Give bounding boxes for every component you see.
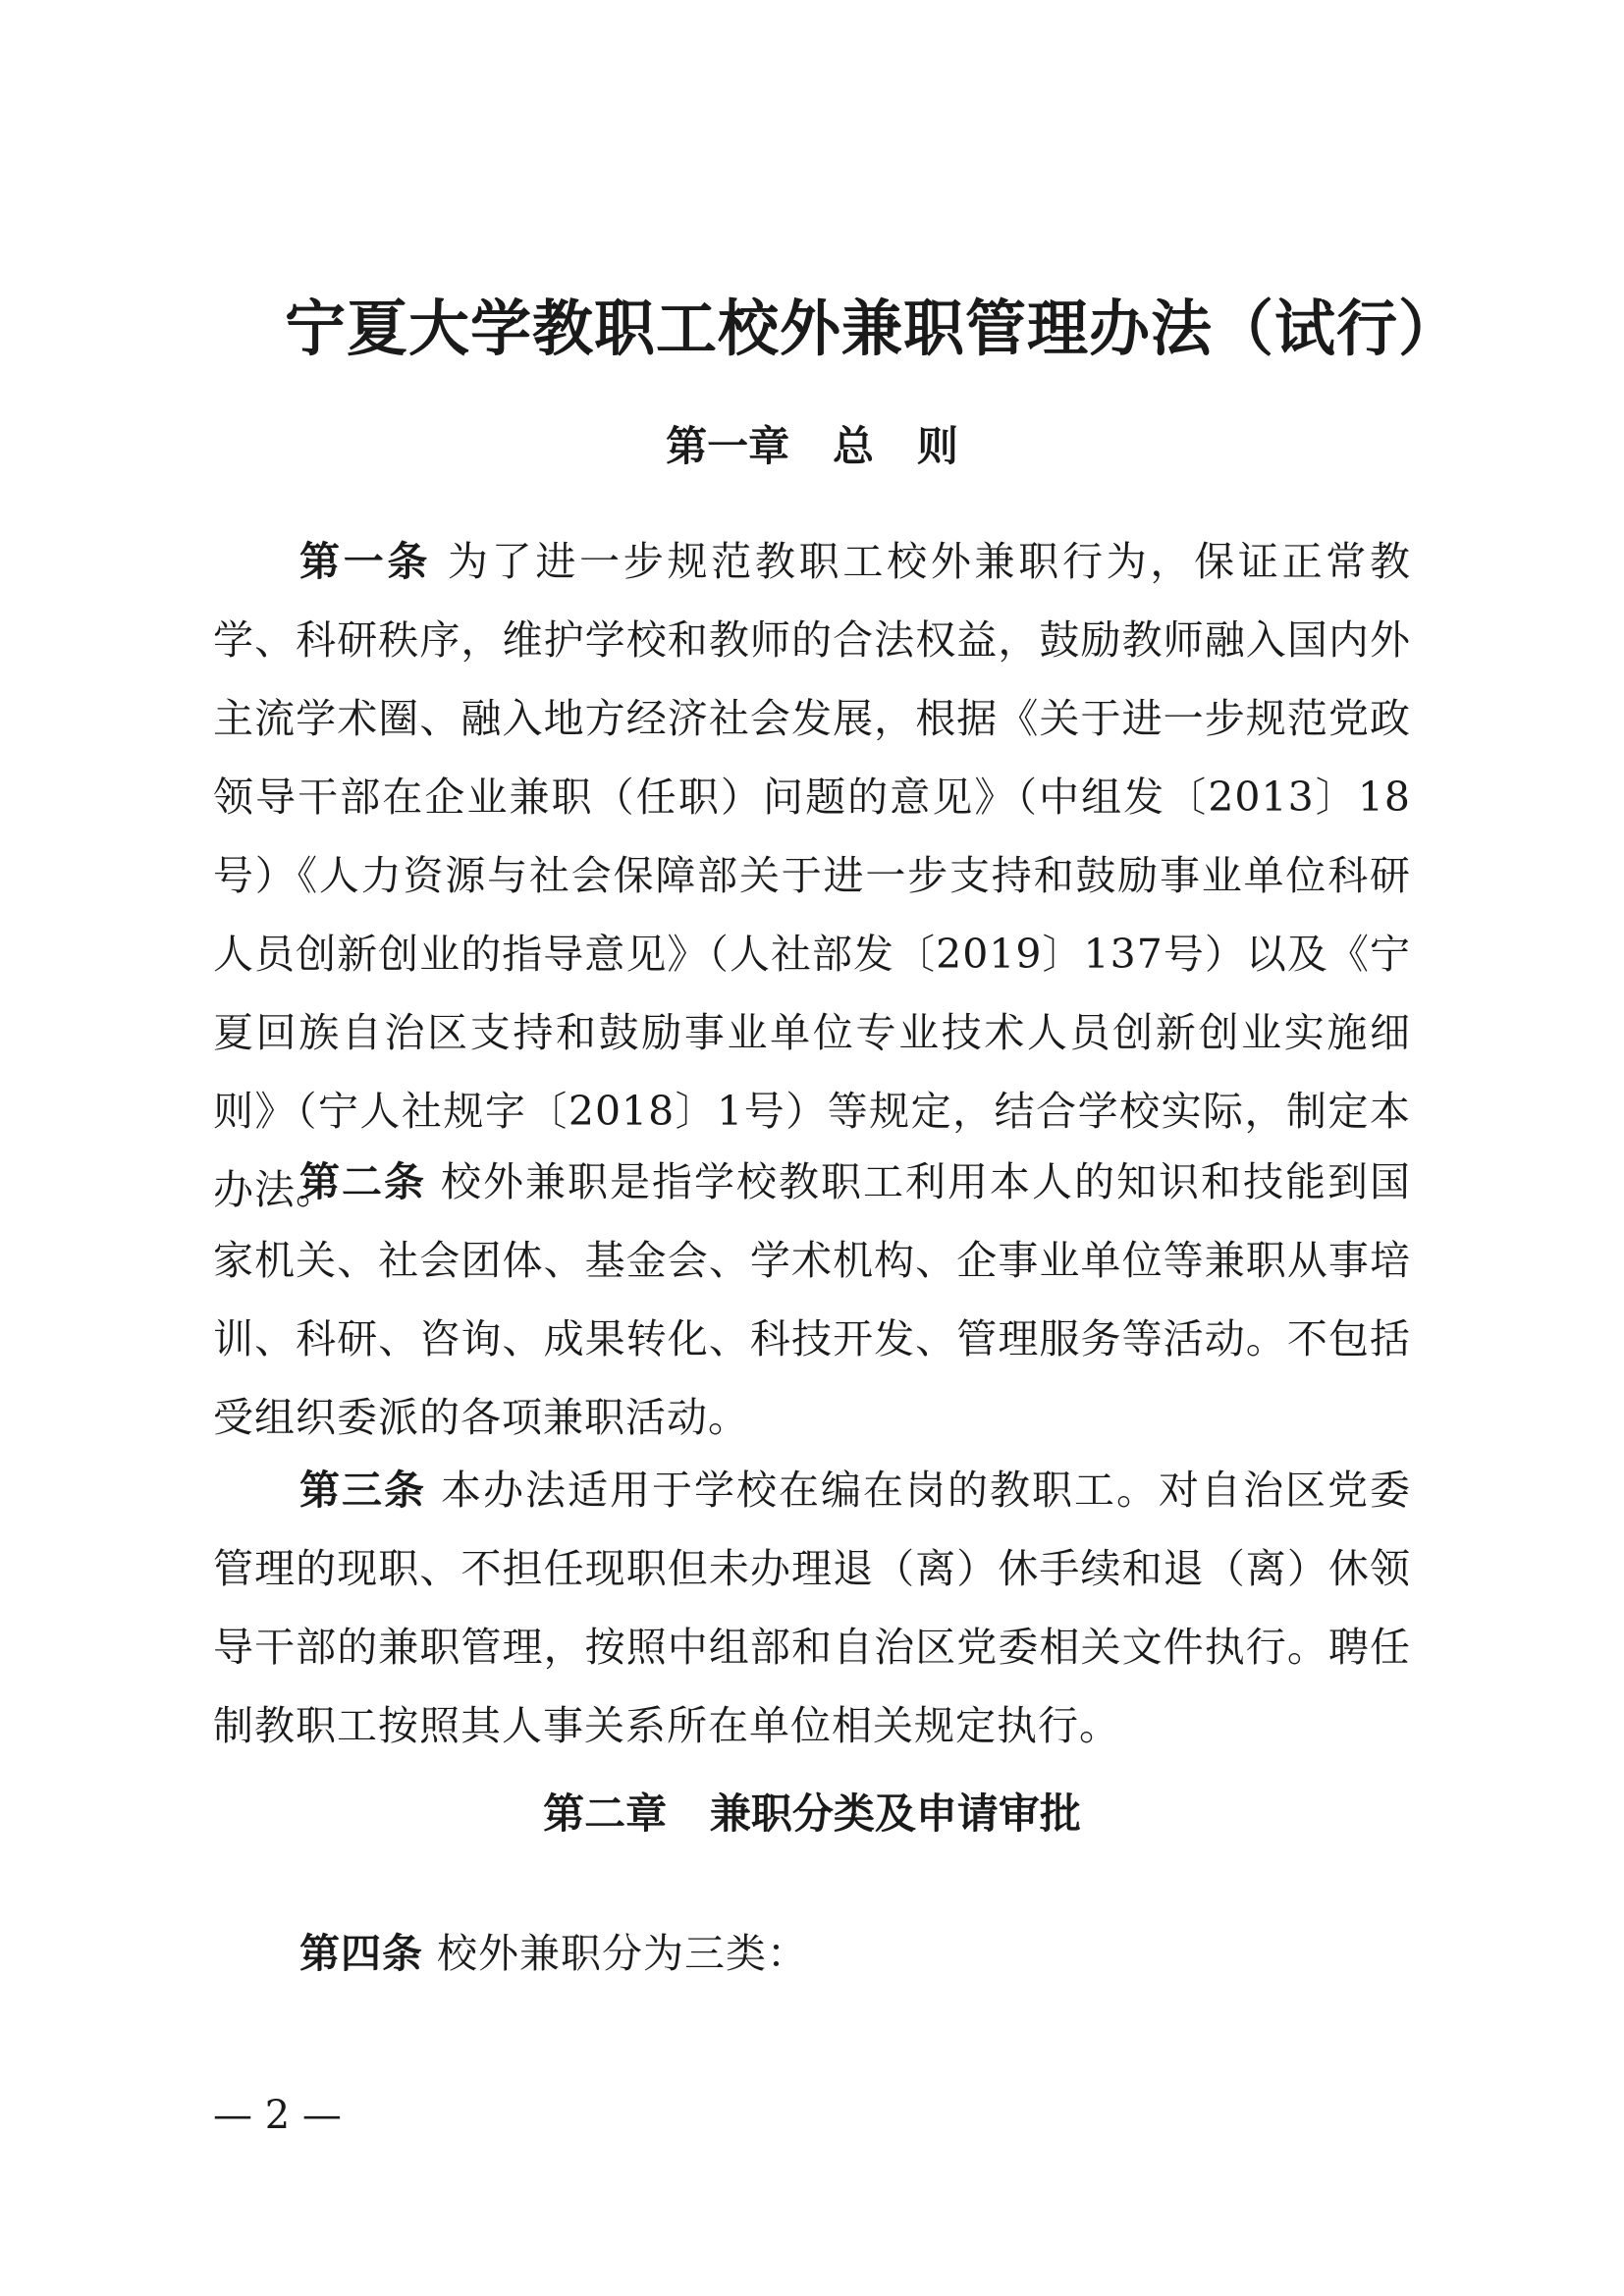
page-number: — 2 — <box>213 2093 342 2138</box>
article-label: 第三条 <box>299 1467 426 1514</box>
article-text: 为了进一步规范教职工校外兼职行为，保证正常教学、科研秩序，维护学校和教师的合法权益，鼓励教师融入国内外主流学术圈、融入地方经济社会发展，根据《关于进一步规范党政领导干部在企业兼职（任职）问题的意见》（中组发〔2013〕18号）《人力资源与社会保障部关于进一步支持和鼓励事业单位科研人员创新创业的指导意见》（人社部发〔2019〕137号）以及《宁夏回族自治区支持和鼓励事业单位专业技术人员创新创业实施细则》（宁人社规字〔2018〕1号）等规定，结合学校实际，制定本办法。 <box>213 538 1412 1213</box>
document-title: 宁夏大学教职工校外兼职管理办法（试行） <box>285 293 1461 364</box>
article-paragraph <box>213 522 1411 1229</box>
article-label: 第二条 <box>299 1158 426 1205</box>
article-text: 校外兼职是指学校教职工利用本人的知识和技能到国家机关、社会团体、基金会、学术机构、企事业单位等兼职从事培训、科研、咨询、成果转化、科技开发、管理服务等活动。不包括受组织委派的各项兼职活动。 <box>213 1158 1411 1441</box>
article-label: 第一条 <box>299 538 432 585</box>
article-paragraph <box>213 1451 1411 1765</box>
chapter-heading: 第二章 兼职分类及申请审批 <box>543 1789 1081 1838</box>
article-label: 第四条 <box>299 1930 423 1977</box>
article-text: 本办法适用于学校在编在岗的教职工。对自治区党委管理的现职、不担任现职但未办理退（离）休手续和退（离）休领导干部的兼职管理，按照中组部和自治区党委相关文件执行。聘任制教职工按照其人事关系所在单位相关规定执行。 <box>213 1467 1411 1749</box>
chapter-heading: 第一章 总 则 <box>666 422 958 470</box>
article-text: 校外兼职分为三类： <box>437 1930 809 1977</box>
article-paragraph <box>213 1143 1411 1457</box>
article-paragraph <box>213 1914 1411 1993</box>
